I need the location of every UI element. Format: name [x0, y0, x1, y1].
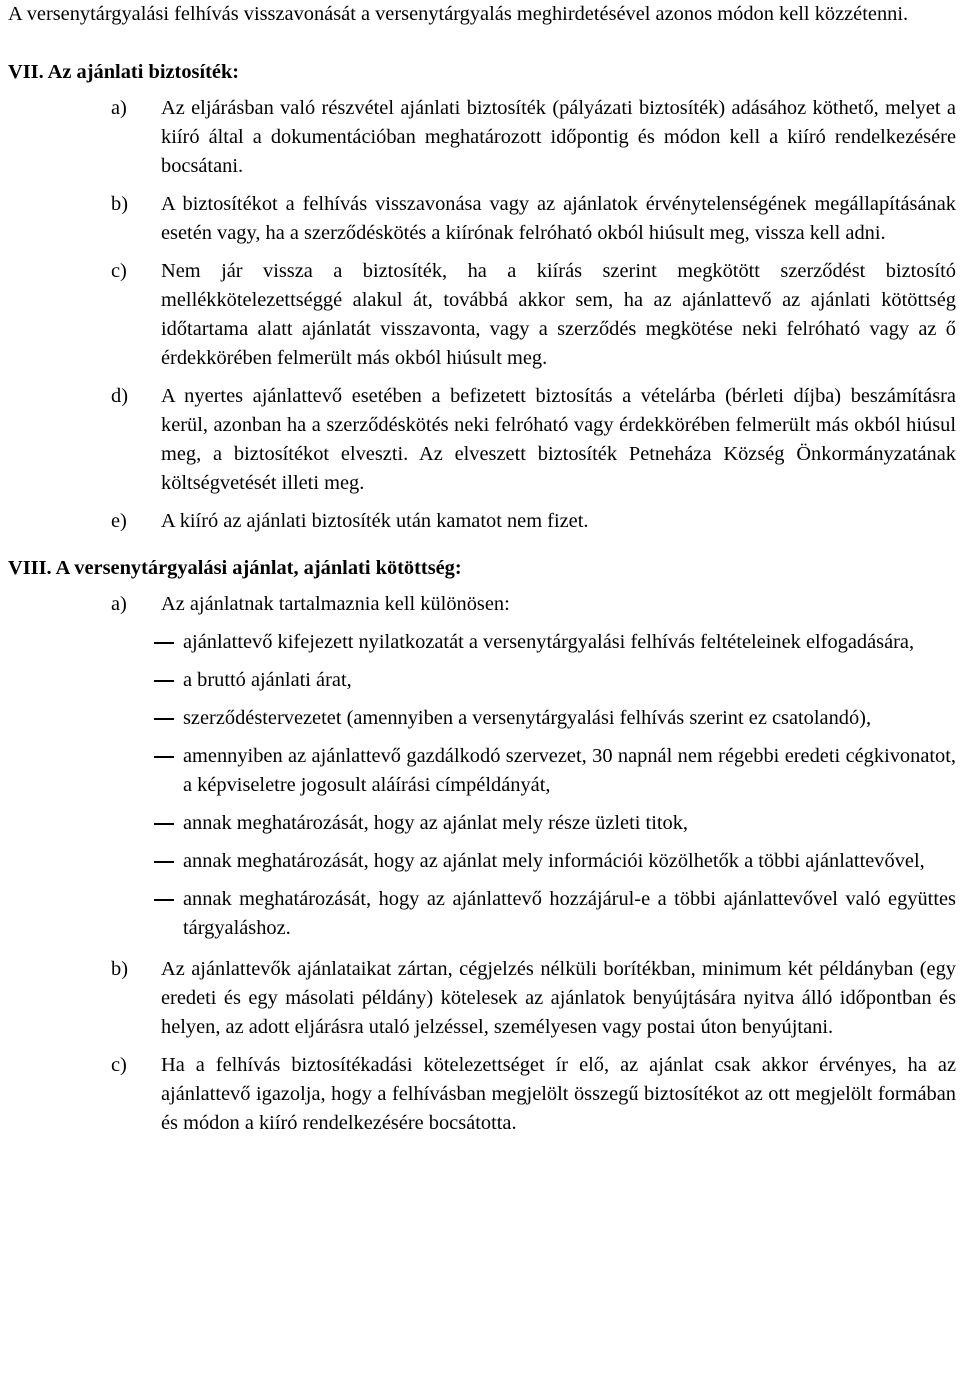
section-8-item-c [8, 1051, 956, 1138]
item-text: Nem jár vissza a biztosíték, ha a kiírás szerint megkötött szerződést biztosító mellékkötelezettséggé alakul át, továbbá akkor sem, ha az ajánlattevő az ajánlati kötöttség időtartama alatt ajánlatát visszavonta, vagy a szerződés megkötése neki felróható vagy az ő érdekkörében felmerült más okból hiúsult meg. [161, 260, 956, 369]
item-text: A kiíró az ajánlati biztosíték után kamatot nem fizet. [161, 510, 589, 532]
dash-list-item [154, 666, 956, 695]
item-text: Az eljárásban való részvétel ajánlati biztosíték (pályázati biztosíték) adásához köthető, melyet a kiíró által a dokumentációban meghatározott időpontig és módon kell a kiíró rendelkezésére bocsátani. [161, 97, 956, 177]
dash-bullet-icon [154, 704, 183, 733]
dash-item-text: ajánlattevő kifejezett nyilatkozatát a versenytárgyalási felhívás feltételeinek elfogadására, [183, 631, 915, 653]
dash-bullet-icon [154, 666, 183, 695]
section-7-item-e [8, 507, 956, 536]
item-label: a) [111, 97, 127, 119]
dash-bullet-icon [154, 885, 183, 943]
section-7-item-a [8, 94, 956, 181]
dash-bullet-icon [154, 809, 183, 838]
dash-item-text: szerződéstervezetet (amennyiben a versenytárgyalási felhívás szerint ez csatolandó), [183, 707, 872, 729]
section-8-title: VIII. A versenytárgyalási ajánlat, ajánlati kötöttség: [8, 557, 462, 579]
section-7-title: VII. Az ajánlati biztosíték: [8, 61, 240, 83]
item-text: Ha a felhívás biztosítékadási kötelezettséget ír elő, az ajánlat csak akkor érvényes, ha az ajánlattevő igazolja, hogy a felhívásban megjelölt összegű biztosítékot az ott megjelölt formában és módon a kiíró rendelkezésére bocsátotta. [161, 1054, 956, 1134]
item-label: b) [111, 193, 128, 215]
dash-bullet-icon [154, 742, 183, 800]
section-7-item-d [8, 382, 956, 498]
dash-list-item [154, 628, 956, 657]
item-label: a) [111, 593, 127, 615]
dash-item-text: a bruttó ajánlati árat, [183, 669, 352, 691]
intro-paragraph: A versenytárgyalási felhívás visszavonását a versenytárgyalás meghirdetésével azonos módon kell közzétenni. [8, 3, 909, 25]
dash-bullet-icon [154, 628, 183, 657]
dash-item-text: annak meghatározását, hogy az ajánlat mely része üzleti titok, [183, 812, 689, 834]
item-text: A biztosítékot a felhívás visszavonása vagy az ajánlatok érvénytelenségének megállapításának esetén vagy, ha a szerződéskötés a kiírónak felróható okból hiúsult meg, vissza kell adni. [161, 193, 956, 244]
dash-item-text: annak meghatározását, hogy az ajánlat mely információi közölhetők a többi ajánlattevővel, [183, 850, 925, 872]
dash-list-item [154, 704, 956, 733]
dash-list-item [154, 885, 956, 943]
item-label: c) [111, 1054, 127, 1076]
section-7-item-c [8, 257, 956, 373]
dash-item-text: annak meghatározását, hogy az ajánlattevő hozzájárul-e a többi ajánlattevővel való együttes tárgyaláshoz. [183, 888, 956, 939]
section-7-item-b [8, 190, 956, 248]
dash-list-item [154, 742, 956, 800]
item-label: b) [111, 958, 128, 980]
section-8-item-b [8, 955, 956, 1042]
dash-item-text: amennyiben az ajánlattevő gazdálkodó szervezet, 30 napnál nem régebbi eredeti cégkivonatot, a képviseletre jogosult aláírási címpéldányát, [183, 745, 956, 796]
item-label: c) [111, 260, 127, 282]
requirements-dash-list [8, 628, 956, 943]
dash-bullet-icon [154, 847, 183, 876]
item-label: d) [111, 385, 128, 407]
item-label: e) [111, 510, 127, 532]
section-8-item-a [8, 590, 956, 619]
item-text: Az ajánlatnak tartalmaznia kell különösen: [161, 593, 510, 615]
dash-list-item [154, 847, 956, 876]
dash-list-item [154, 809, 956, 838]
item-text: A nyertes ajánlattevő esetében a befizetett biztosítás a vételárba (bérleti díjba) beszámításra kerül, azonban ha a szerződéskötés neki felróható vagy érdekkörében felmerült más okból hiúsul meg, a biztosítékot elveszti. Az elveszett biztosíték Petneháza Község Önkormányzatának költségvetését illeti meg. [161, 385, 956, 494]
item-text: Az ajánlattevők ajánlataikat zártan, cégjelzés nélküli borítékban, minimum két példányban (egy eredeti és egy másolati példány) kötelesek az ajánlatok benyújtására nyitva álló időpontban és helyen, az adott eljárásra utaló jelzéssel, személyesen vagy postai úton benyújtani. [161, 958, 956, 1038]
